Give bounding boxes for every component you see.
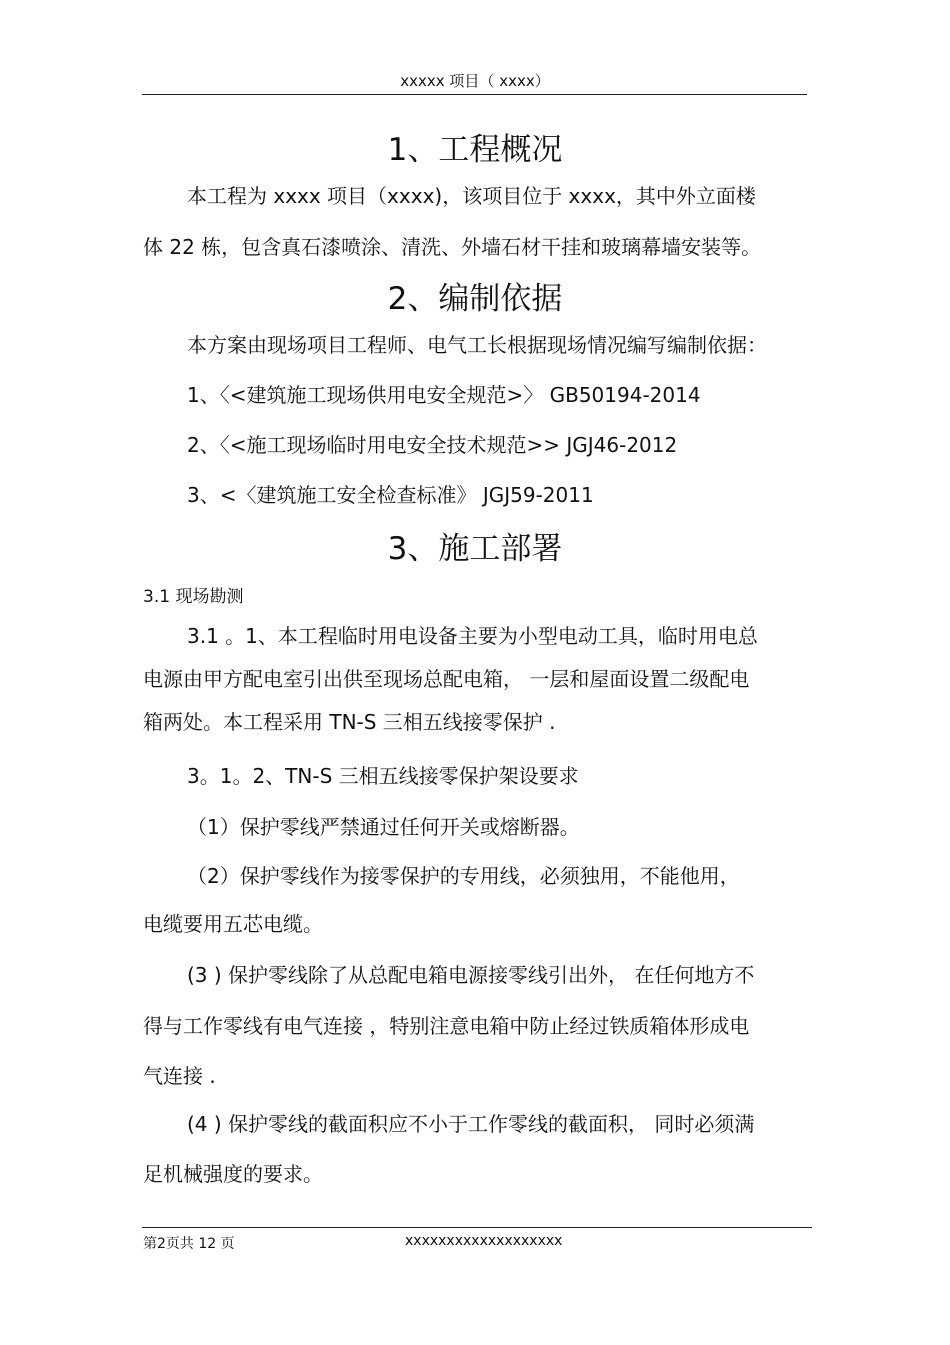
basis-item-1: 1、〈<建筑施工现场供用电安全规范>〉 GB50194-2014 bbox=[187, 383, 701, 407]
requirements-heading: 3。1。2、TN-S 三相五线接零保护架设要求 bbox=[187, 764, 579, 788]
basis-item-2: 2、〈<施工现场临时用电安全技术规范>> JGJ46-2012 bbox=[187, 433, 678, 457]
footer-divider bbox=[142, 1227, 812, 1228]
footer-code: xxxxxxxxxxxxxxxxxxx bbox=[405, 1233, 563, 1249]
requirement-3-line-2: 得与工作零线有电气连接 ，特别注意电箱中防止经过铁质箱体形成电 bbox=[143, 1014, 750, 1038]
header-divider bbox=[142, 94, 807, 95]
requirement-4-line-2: 足机械强度的要求。 bbox=[143, 1162, 323, 1186]
footer-page-number: 第2页共 12 页 bbox=[143, 1236, 235, 1252]
requirement-2-line-1: （2）保护零线作为接零保护的专用线，必须独用，不能他用， bbox=[187, 864, 740, 888]
requirement-3-line-3: 气连接 . bbox=[143, 1064, 216, 1088]
sub-heading-survey: 3.1 现场勘测 bbox=[143, 587, 244, 607]
para1-line-1: 3.1 。1、本工程临时用电设备主要为小型电动工具，临时用电总 bbox=[187, 624, 758, 648]
overview-line-2: 体 22 栋，包含真石漆喷涂、清洗、外墙石材干挂和玻璃幕墙安装等。 bbox=[143, 235, 762, 259]
basis-item-3: 3、<〈建筑施工安全检查标准》 JGJ59-2011 bbox=[187, 483, 594, 507]
overview-line-1: 本工程为 xxxx 项目（xxxx)，该项目位于 xxxx，其中外立面楼 bbox=[187, 184, 756, 208]
requirement-1: （1）保护零线严禁通过任何开关或熔断器。 bbox=[187, 815, 580, 839]
section-title-overview: 1、工程概况 bbox=[387, 132, 563, 168]
page-header: xxxxx 项目（ xxxx） bbox=[400, 72, 550, 90]
para1-line-3: 箱两处。本工程采用 TN-S 三相五线接零保护 . bbox=[143, 710, 556, 734]
requirement-2-line-2: 电缆要用五芯电缆。 bbox=[143, 912, 323, 936]
section-title-deployment: 3、施工部署 bbox=[387, 531, 563, 567]
requirement-3-line-1: (3 ) 保护零线除了从总配电箱电源接零线引出外， 在任何地方不 bbox=[187, 963, 755, 987]
para1-line-2: 电源由甲方配电室引出供至现场总配电箱， 一层和屋面设置二级配电 bbox=[143, 667, 750, 691]
requirement-4-line-1: (4 ) 保护零线的截面积应不小于工作零线的截面积， 同时必须满 bbox=[187, 1112, 755, 1136]
basis-intro: 本方案由现场项目工程师、电气工长根据现场情况编写编制依据： bbox=[187, 333, 767, 357]
section-title-basis: 2、编制依据 bbox=[387, 281, 563, 317]
